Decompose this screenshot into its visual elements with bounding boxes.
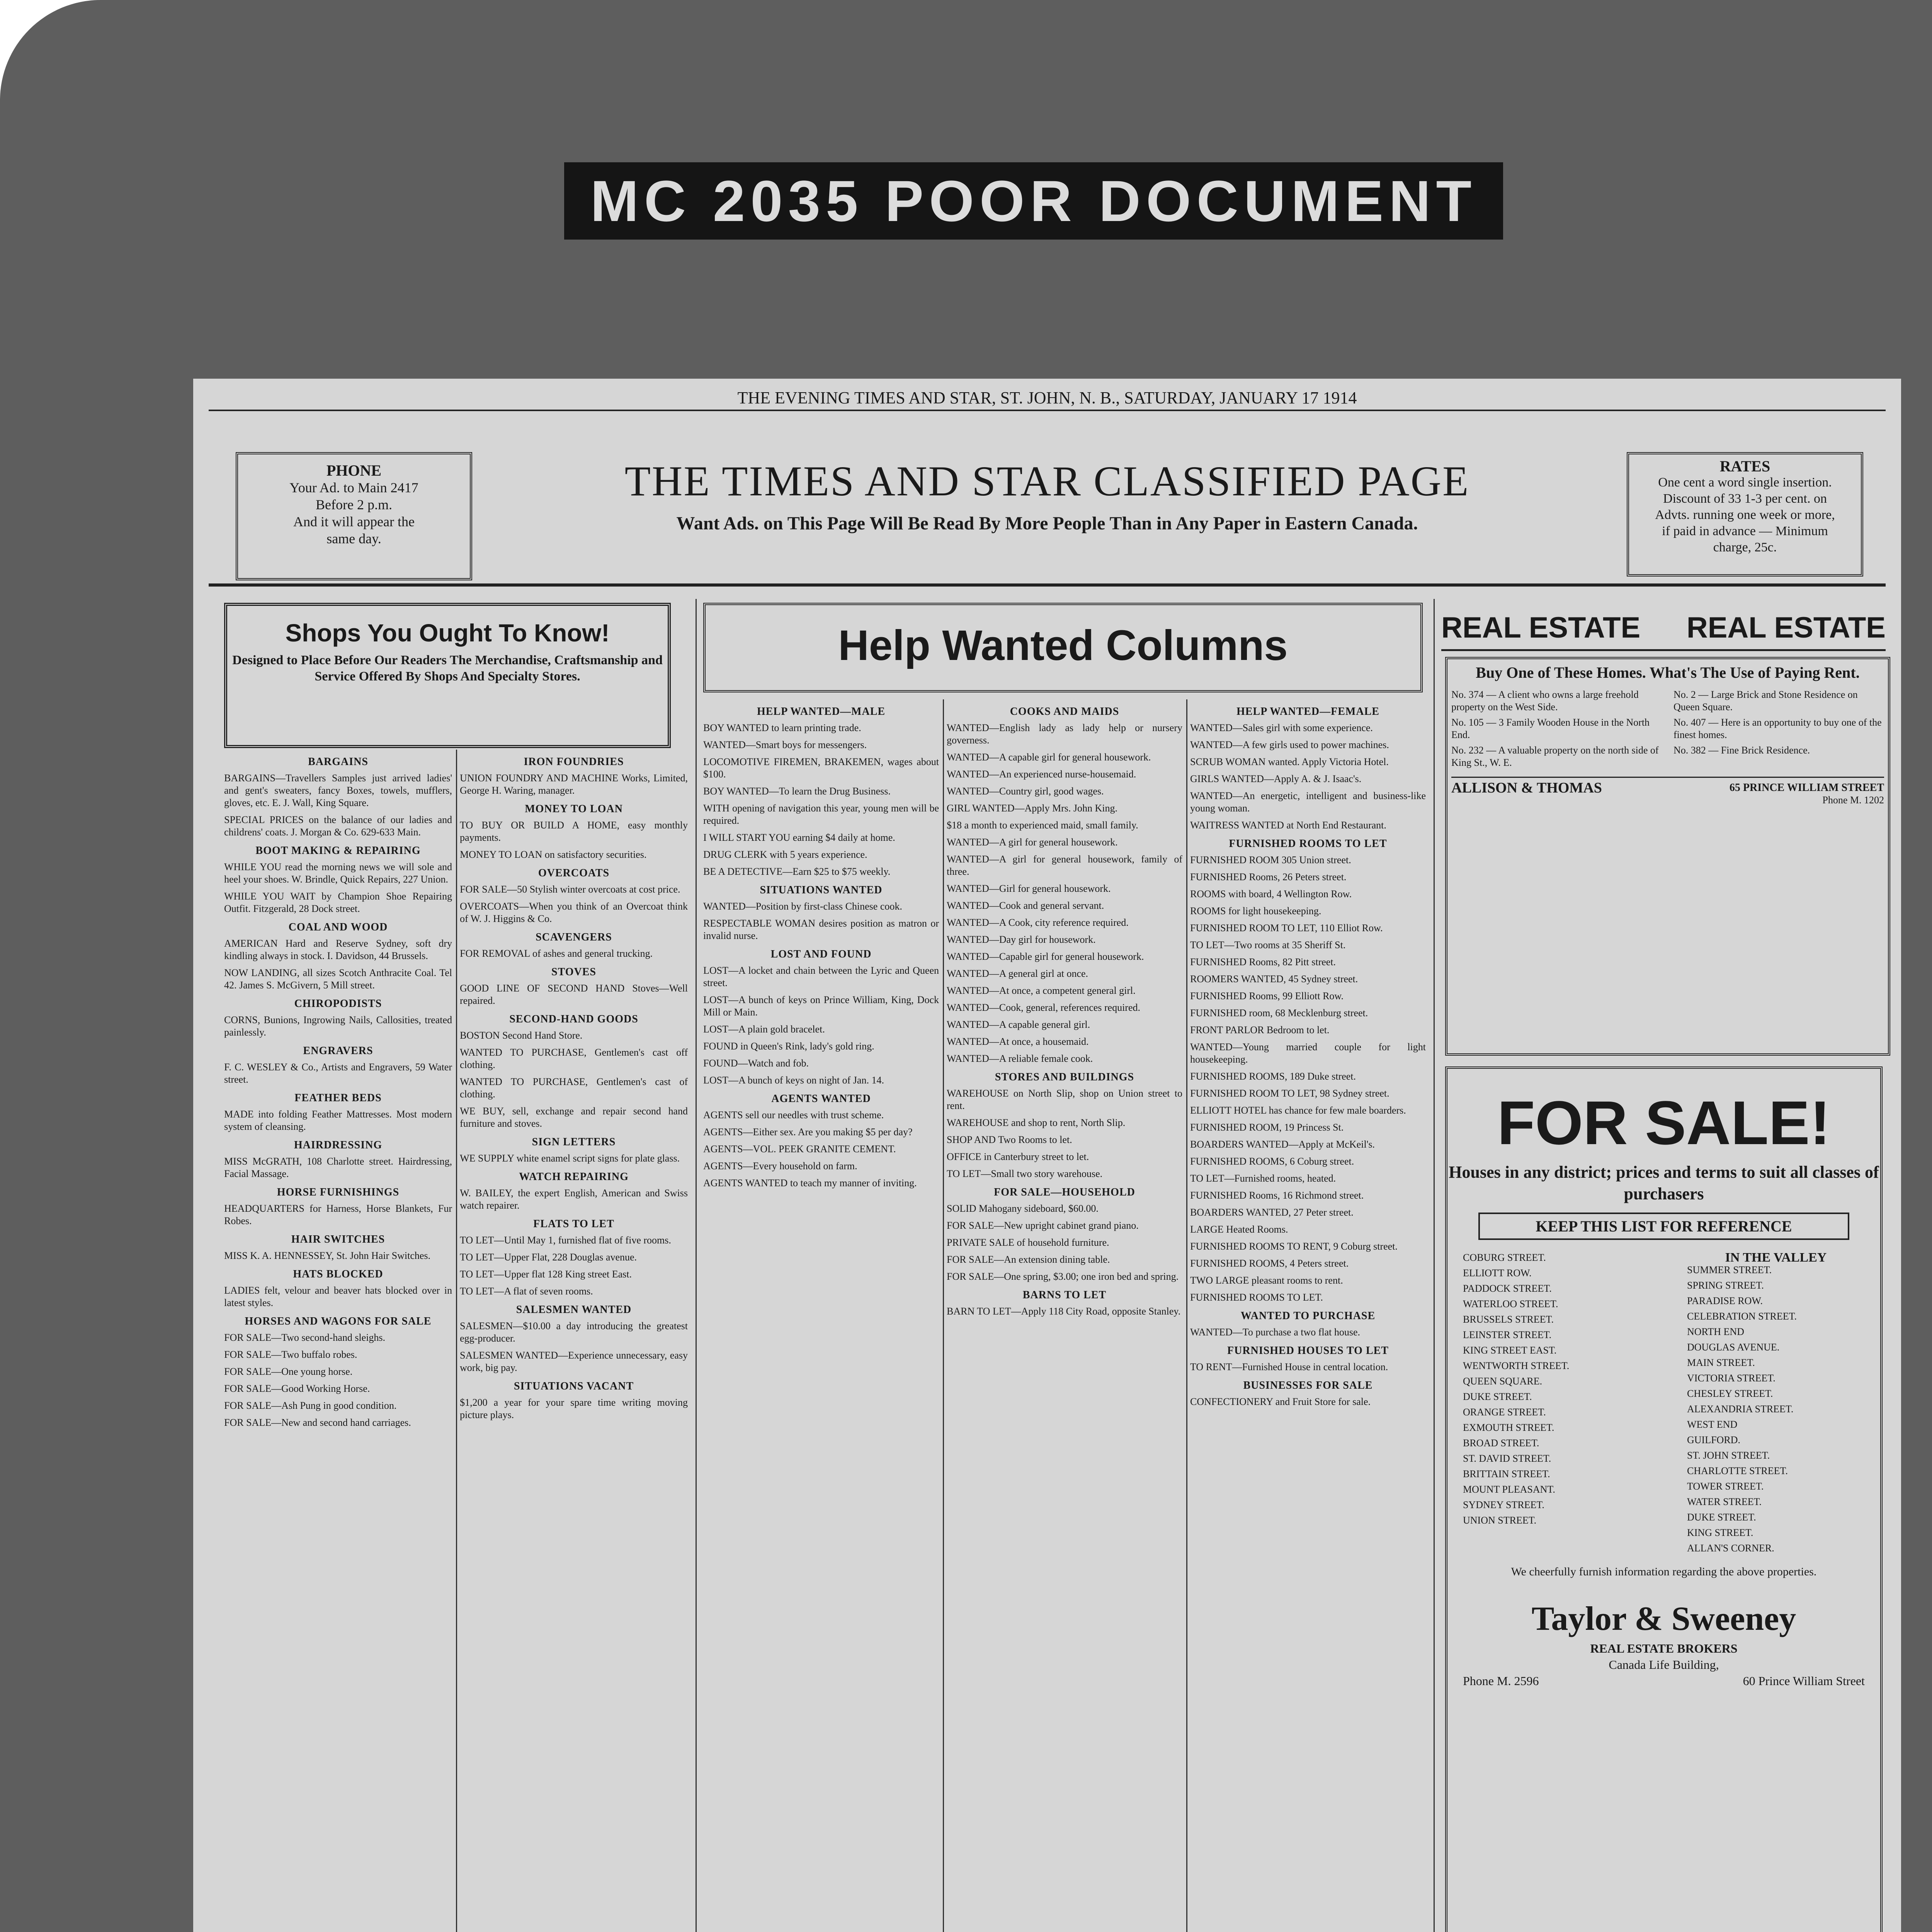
classified-ad: FURNISHED ROOMS, 6 Coburg street. (1190, 1156, 1354, 1167)
masthead-rule (209, 583, 1886, 587)
section-heading: STOVES (551, 966, 596, 978)
street-lists (1447, 1248, 1880, 1561)
classified-ad: AGENTS—Every household on farm. (703, 1160, 857, 1172)
classified-ad: TO LET—A flat of seven rooms. (460, 1286, 593, 1297)
classified-ad: FURNISHED ROOM TO LET, 110 Elliot Row. (1190, 922, 1383, 934)
column-5 (1190, 699, 1426, 1932)
list-item: SPRING STREET. (1687, 1280, 1764, 1291)
classified-ad: FURNISHED ROOMS, 4 Peters street. (1190, 1258, 1349, 1269)
page-title: THE TIMES AND STAR CLASSIFIED PAGE (624, 457, 1470, 505)
list-item: DUKE STREET. (1687, 1512, 1756, 1523)
classified-ad: FOR SALE—Ash Pung in good condition. (224, 1400, 397, 1411)
classified-ad: GIRLS WANTED—Apply A. & J. Isaac's. (1190, 773, 1362, 784)
classified-ad: FOR SALE—One young horse. (224, 1366, 353, 1377)
for-sale-subtitle: Houses in any district; prices and terms to suit all classes of purchasers (1449, 1163, 1879, 1203)
classified-ad: TO LET—Upper flat 128 King street East. (460, 1269, 632, 1280)
classified-ad: WITH opening of navigation this year, young men will be required. (703, 803, 939, 826)
classified-ad: WANTED—A few girls used to power machines. (1190, 739, 1389, 750)
firm-phone: Phone M. 2596 (1463, 1674, 1539, 1688)
newspaper-page (193, 379, 1901, 1932)
agent-address: 65 PRINCE WILLIAM STREET (1729, 782, 1884, 794)
classified-ad: GOOD LINE OF SECOND HAND Stoves—Well repaired. (460, 983, 688, 1006)
rates-line: Discount of 33 1-3 per cent. on (1663, 492, 1827, 506)
classified-ad: GIRL WANTED—Apply Mrs. John King. (947, 803, 1117, 814)
classified-ad: FRONT PARLOR Bedroom to let. (1190, 1024, 1330, 1036)
classified-ad: OVERCOATS—When you think of an Overcoat think of W. J. Higgins & Co. (460, 901, 688, 924)
list-item: No. 382 — Fine Brick Residence. (1673, 745, 1810, 756)
list-item: TOWER STREET. (1687, 1481, 1764, 1492)
list-item: No. 374 — A client who owns a large freehold property on the West Side. (1451, 689, 1639, 713)
column-1 (224, 750, 452, 1932)
classified-ad: WE SUPPLY white enamel script signs for plate glass. (460, 1153, 680, 1164)
classified-ad: WANTED—Country girl, good wages. (947, 786, 1104, 797)
classified-ad: $18 a month to experienced maid, small family. (947, 820, 1138, 831)
classified-ad: FURNISHED ROOM 305 Union street. (1190, 854, 1351, 866)
classified-ad: BOY WANTED—To learn the Drug Business. (703, 786, 891, 797)
classified-ad: FOR SALE—Two buffalo robes. (224, 1349, 357, 1360)
classified-ad: BOSTON Second Hand Store. (460, 1030, 583, 1041)
firm-sub: REAL ESTATE BROKERS (1590, 1641, 1738, 1655)
classified-ad: FURNISHED ROOMS TO LET. (1190, 1292, 1323, 1303)
rates-box (1627, 452, 1863, 577)
firm-name: Taylor & Sweeney (1531, 1600, 1796, 1638)
classified-ad: AGENTS—Either sex. Are you making $5 per day? (703, 1126, 913, 1138)
list-item: No. 407 — Here is an opportunity to buy one of the finest homes. (1673, 717, 1882, 740)
classified-ad: LARGE Heated Rooms. (1190, 1224, 1288, 1235)
list-item: ELLIOTT ROW. (1463, 1267, 1532, 1279)
section-heading: FURNISHED HOUSES TO LET (1227, 1345, 1389, 1357)
shops-subtitle: Designed to Place Before Our Readers The Merchandise, Craftsmanship and Service Offered By Shops And Specialty Stores. (232, 653, 663, 684)
classified-ad: WANTED—Girl for general housework. (947, 883, 1111, 894)
section-heading: BUSINESSES FOR SALE (1243, 1379, 1373, 1391)
classified-ad: $1,200 a year for your spare time writing moving picture plays. (460, 1397, 688, 1420)
valley-head: IN THE VALLEY (1725, 1250, 1827, 1265)
list-item: QUEEN SQUARE. (1463, 1376, 1543, 1387)
classified-ad: WANTED—A capable girl for general housework. (947, 752, 1151, 763)
agent-name: ALLISON & THOMAS (1451, 780, 1602, 796)
list-item: BRUSSELS STREET. (1463, 1314, 1554, 1325)
classified-ad: WANTED—At once, a competent general girl. (947, 985, 1136, 996)
classified-ad: WE BUY, sell, exchange and repair second hand furniture and stoves. (460, 1105, 688, 1129)
buy-homes-box (1445, 657, 1890, 1056)
classified-ad: MISS McGRATH, 108 Charlotte street. Hairdressing, Facial Massage. (224, 1156, 452, 1179)
classified-ad: W. BAILEY, the expert English, American and Swiss watch repairer. (460, 1187, 688, 1211)
classified-ad: TO LET—Upper Flat, 228 Douglas avenue. (460, 1252, 637, 1263)
classified-ad: WHILE YOU WAIT by Champion Shoe Repairing Outfit. Fitzgerald, 28 Dock street. (224, 891, 452, 914)
classified-ad: ROOMS for light housekeeping. (1190, 905, 1321, 917)
classified-ad: WANTED—Cook and general servant. (947, 900, 1104, 911)
classified-ad: NOW LANDING, all sizes Scotch Anthracite Coal. Tel 42. James S. McGivern, 5 Mill street. (224, 967, 452, 991)
section-heading: AGENTS WANTED (771, 1093, 871, 1105)
classified-ad: FURNISHED ROOM, 19 Princess St. (1190, 1122, 1344, 1133)
list-item: DOUGLAS AVENUE. (1687, 1342, 1780, 1353)
list-item: CHESLEY STREET. (1687, 1388, 1773, 1399)
column-3 (703, 699, 939, 1932)
list-item: No. 232 — A valuable property on the north side of King St., W. E. (1451, 745, 1659, 768)
real-estate-head: REAL ESTATE (1686, 611, 1886, 644)
list-item: PARADISE ROW. (1687, 1295, 1763, 1306)
section-heading: OVERCOATS (538, 867, 610, 879)
rates-line: charge, 25c. (1713, 540, 1777, 554)
section-heading: LOST AND FOUND (770, 948, 872, 960)
classified-ad: DRUG CLERK with 5 years experience. (703, 849, 867, 860)
classified-ad: I WILL START YOU earning $4 daily at home. (703, 832, 895, 843)
list-item: UNION STREET. (1463, 1515, 1537, 1526)
phone-line: Your Ad. to Main 2417 (289, 480, 418, 495)
list-item: WENTWORTH STREET. (1463, 1360, 1570, 1371)
list-item: LEINSTER STREET. (1463, 1329, 1552, 1340)
classified-ad: LOCOMOTIVE FIREMEN, BRAKEMEN, wages about $100. (703, 756, 939, 780)
section-heading: BARGAINS (308, 756, 368, 768)
classified-ad: FOR SALE—An extension dining table. (947, 1254, 1110, 1265)
street-list-right (1672, 1248, 1880, 1561)
list-item: DUKE STREET. (1463, 1391, 1532, 1402)
classified-ad: FURNISHED ROOMS, 189 Duke street. (1190, 1071, 1356, 1082)
classified-ad: MONEY TO LOAN on satisfactory securities. (460, 849, 647, 860)
phone-line: Before 2 p.m. (316, 497, 392, 512)
section-heading: BOOT MAKING & REPAIRING (255, 845, 421, 857)
classified-ad: CONFECTIONERY and Fruit Store for sale. (1190, 1396, 1371, 1407)
classified-ad: MADE into folding Feather Mattresses. Most modern system of cleansing. (224, 1109, 452, 1132)
classified-ad: FOR SALE—One spring, $3.00; one iron bed and spring. (947, 1271, 1179, 1282)
list-item: ALEXANDRIA STREET. (1687, 1403, 1794, 1415)
classified-ad: TO LET—Until May 1, furnished flat of five rooms. (460, 1235, 671, 1246)
section-heading: STORES AND BUILDINGS (995, 1071, 1134, 1083)
section-heading: FLATS TO LET (533, 1218, 614, 1230)
classified-ad: ROOMERS WANTED, 45 Sydney street. (1190, 973, 1358, 985)
classified-ad: BARN TO LET—Apply 118 City Road, opposite Stanley. (947, 1306, 1181, 1317)
column-2 (460, 750, 688, 1932)
for-sale-title: FOR SALE! (1497, 1088, 1831, 1157)
classified-ad: WANTED—Cook, general, references required. (947, 1002, 1141, 1013)
classified-ad: WANTED—An experienced nurse-housemaid. (947, 769, 1136, 780)
section-heading: SIGN LETTERS (532, 1136, 616, 1148)
list-item: BROAD STREET. (1463, 1437, 1539, 1449)
list-item: WATER STREET. (1687, 1496, 1762, 1507)
classified-ad: BE A DETECTIVE—Earn $25 to $75 weekly. (703, 866, 891, 877)
classified-ad: WANTED—Sales girl with some experience. (1190, 722, 1373, 733)
list-item: KING STREET EAST. (1463, 1345, 1557, 1356)
list-item: ALLAN'S CORNER. (1687, 1543, 1774, 1554)
shops-box (224, 603, 671, 748)
rates-line: if paid in advance — Minimum (1662, 524, 1828, 538)
classified-ad: WANTED—An energetic, intelligent and business-like young woman. (1190, 790, 1426, 814)
list-item: PADDOCK STREET. (1463, 1283, 1552, 1294)
classified-ad: FOR SALE—Good Working Horse. (224, 1383, 370, 1394)
masthead (487, 452, 1607, 568)
list-item: MAIN STREET. (1687, 1357, 1755, 1368)
street-list-right-items (1687, 1264, 1865, 1554)
rates-line: Advts. running one week or more, (1655, 508, 1835, 522)
classified-ad: ELLIOTT HOTEL has chance for few male boarders. (1190, 1105, 1406, 1116)
classified-ad: LOST—A bunch of keys on Prince William, King, Dock Mill or Main. (703, 994, 939, 1018)
classified-ad: WANTED—Young married couple for light housekeeping. (1190, 1041, 1426, 1065)
phone-line: And it will appear the (293, 514, 415, 529)
classified-ad: RESPECTABLE WOMAN desires position as matron or invalid nurse. (703, 918, 939, 941)
classified-ad: FOR SALE—New upright cabinet grand piano. (947, 1220, 1139, 1231)
classified-ad: WANTED—Position by first-class Chinese cook. (703, 901, 902, 912)
section-heading: SECOND-HAND GOODS (509, 1013, 638, 1025)
classified-ad: AGENTS sell our needles with trust scheme. (703, 1109, 884, 1121)
classified-ad: WANTED—A Cook, city reference required. (947, 917, 1129, 928)
list-item: NORTH END (1687, 1326, 1744, 1337)
classified-ad: SCRUB WOMAN wanted. Apply Victoria Hotel. (1190, 756, 1389, 767)
classified-ad: WANTED—Smart boys for messengers. (703, 739, 867, 750)
classified-ad: HEADQUARTERS for Harness, Horse Blankets, Fur Robes. (224, 1203, 452, 1226)
classified-ad: WAREHOUSE on North Slip, shop on Union street to rent. (947, 1088, 1182, 1111)
classified-ad: FOR SALE—50 Stylish winter overcoats at cost price. (460, 884, 680, 895)
section-heading: BARNS TO LET (1022, 1289, 1107, 1301)
classified-ad: WANTED—A capable general girl. (947, 1019, 1090, 1030)
column-rule (943, 699, 944, 1932)
classified-ad: WANTED—English lady as lady help or nursery governess. (947, 722, 1182, 746)
classified-ad: WAREHOUSE and shop to rent, North Slip. (947, 1117, 1126, 1128)
classified-ad: BARGAINS—Travellers Samples just arrived ladies' and gent's sweaters, fancy Boxes, towels, mufflers, gloves, etc. E. J. Wall, King Square. (224, 772, 452, 808)
phone-box (236, 452, 472, 580)
classified-ad: WANTED—To purchase a two flat house. (1190, 1327, 1361, 1338)
list-item: BRITTAIN STREET. (1463, 1468, 1550, 1480)
column-rule (1434, 599, 1435, 1932)
section-heading: HELP WANTED—MALE (757, 706, 886, 718)
section-heading: SITUATIONS VACANT (514, 1380, 634, 1392)
column-rule (1186, 699, 1187, 1932)
classified-ad: TO BUY OR BUILD A HOME, easy monthly payments. (460, 820, 688, 843)
classified-ad: TO LET—Furnished rooms, heated. (1190, 1173, 1336, 1184)
section-heading: CHIROPODISTS (294, 998, 382, 1010)
classified-ad: AMERICAN Hard and Reserve Sydney, soft dry kindling always in stock. I. Davidson, 44 Brussels. (224, 938, 452, 961)
classified-ad: TO RENT—Furnished House in central location. (1190, 1361, 1388, 1372)
section-heading: FOR SALE—HOUSEHOLD (994, 1186, 1135, 1198)
section-heading: HORSES AND WAGONS FOR SALE (245, 1315, 432, 1327)
section-heading: HAIRDRESSING (294, 1139, 383, 1151)
classified-ad: FOR SALE—Two second-hand sleighs. (224, 1332, 386, 1343)
classified-ad: FURNISHED ROOM TO LET, 98 Sydney street. (1190, 1088, 1389, 1099)
classified-ad: SHOP AND Two Rooms to let. (947, 1134, 1072, 1145)
classified-ad: AGENTS WANTED to teach my manner of inviting. (703, 1177, 917, 1189)
dateline: THE EVENING TIMES AND STAR, ST. JOHN, N. B., SATURDAY, JANUARY 17 1914 (209, 386, 1886, 411)
classified-ad: TO LET—Two rooms at 35 Sheriff St. (1190, 939, 1346, 951)
list-item: ST. JOHN STREET. (1687, 1450, 1770, 1461)
classified-ad: WANTED TO PURCHASE, Gentlemen's cast of clothing. (460, 1076, 688, 1100)
classified-ad: FURNISHED ROOMS TO RENT, 9 Coburg street. (1190, 1241, 1398, 1252)
section-heading: IRON FOUNDRIES (524, 756, 624, 768)
real-estate-header (1441, 607, 1886, 651)
shops-title: Shops You Ought To Know! (285, 619, 610, 647)
classified-ad: FURNISHED Rooms, 16 Richmond street. (1190, 1190, 1364, 1201)
classified-ad: WHILE YOU read the morning news we will sole and heel your shoes. W. Brindle, Quick Repairs, 227 Union. (224, 861, 452, 885)
list-item: EXMOUTH STREET. (1463, 1422, 1554, 1433)
section-heading: COOKS AND MAIDS (1010, 706, 1119, 718)
street-list-left (1447, 1248, 1656, 1561)
classified-ad: WANTED—At once, a housemaid. (947, 1036, 1089, 1047)
list-item: KING STREET. (1687, 1527, 1753, 1538)
classified-ad: BOARDERS WANTED—Apply at McKeil's. (1190, 1139, 1375, 1150)
list-item: SUMMER STREET. (1687, 1264, 1772, 1276)
classified-ad: WANTED TO PURCHASE, Gentlemen's cast off clothing. (460, 1047, 688, 1070)
list-item: CHARLOTTE STREET. (1687, 1465, 1788, 1476)
section-heading: WATCH REPAIRING (519, 1171, 629, 1183)
list-item: MOUNT PLEASANT. (1463, 1484, 1555, 1495)
classified-ad: FURNISHED Rooms, 26 Peters street. (1190, 871, 1347, 883)
section-heading: WANTED TO PURCHASE (1240, 1310, 1376, 1322)
classified-ad: LOST—A bunch of keys on night of Jan. 14. (703, 1075, 884, 1086)
agent-phone: Phone M. 1202 (1822, 794, 1884, 806)
classified-ad: FURNISHED Rooms, 99 Elliott Row. (1190, 990, 1344, 1002)
buy-homes-title: Buy One of These Homes. What's The Use of Paying Rent. (1476, 664, 1860, 681)
section-heading: SALESMEN WANTED (516, 1304, 632, 1316)
list-item: No. 105 — 3 Family Wooden House in the North End. (1451, 717, 1650, 740)
for-sale-box (1445, 1066, 1883, 1932)
list-item: CELEBRATION STREET. (1687, 1311, 1797, 1322)
classified-ad: TWO LARGE pleasant rooms to rent. (1190, 1275, 1343, 1286)
list-item: WEST END (1687, 1419, 1738, 1430)
real-estate-head: REAL ESTATE (1441, 611, 1641, 644)
classified-ad: WANTED—A girl for general housework. (947, 837, 1118, 848)
firm-address: 60 Prince William Street (1743, 1674, 1865, 1688)
section-heading: HAIR SWITCHES (291, 1233, 385, 1245)
column-rule (696, 599, 697, 1932)
classified-ad: FURNISHED room, 68 Mecklenburg street. (1190, 1007, 1368, 1019)
classified-ad: LOST—A locket and chain between the Lyric and Queen street. (703, 965, 939, 988)
classified-ad: BOARDERS WANTED, 27 Peter street. (1190, 1207, 1354, 1218)
section-heading: HATS BLOCKED (293, 1268, 383, 1280)
list-item: ORANGE STREET. (1463, 1406, 1546, 1418)
section-heading: FURNISHED ROOMS TO LET (1229, 838, 1387, 850)
classified-ad: FURNISHED Rooms, 82 Pitt street. (1190, 956, 1336, 968)
listings (1451, 689, 1884, 769)
section-heading: MONEY TO LOAN (525, 803, 623, 815)
section-heading: COAL AND WOOD (288, 921, 388, 933)
classified-ad: FOUND—Watch and fob. (703, 1058, 809, 1069)
section-heading: SCAVENGERS (536, 931, 612, 943)
classified-ad: SOLID Mahogany sideboard, $60.00. (947, 1203, 1099, 1214)
agent-row (1451, 777, 1884, 794)
classified-ad: ROOMS with board, 4 Wellington Row. (1190, 888, 1352, 900)
classified-ad: MISS K. A. HENNESSEY, St. John Hair Switches. (224, 1250, 431, 1261)
classified-ad: WANTED—Day girl for housework. (947, 934, 1096, 945)
classified-ad: AGENTS—VOL. PEEK GRANITE CEMENT. (703, 1143, 896, 1155)
list-item: COBURG STREET. (1463, 1252, 1546, 1263)
column-rule (456, 750, 457, 1932)
firm-building: Canada Life Building, (1609, 1658, 1719, 1672)
classified-ad: OFFICE in Canterbury street to let. (947, 1151, 1089, 1162)
for-sale-note: We cheerfully furnish information regarding the above properties. (1511, 1565, 1817, 1578)
classified-ad: WANTED—A girl for general housework, family of three. (947, 854, 1182, 877)
classified-ad: WANTED—Capable girl for general housework. (947, 951, 1144, 962)
classified-ad: UNION FOUNDRY AND MACHINE Works, Limited, George H. Waring, manager. (460, 772, 688, 796)
section-heading: FEATHER BEDS (294, 1092, 382, 1104)
phone-title: PHONE (326, 462, 382, 479)
section-heading: HORSE FURNISHINGS (277, 1186, 400, 1198)
poor-document-banner: MC 2035 POOR DOCUMENT (564, 162, 1503, 240)
list-item: VICTORIA STREET. (1687, 1372, 1776, 1384)
classified-ad: PRIVATE SALE of household furniture. (947, 1237, 1109, 1248)
classified-ad: SPECIAL PRICES on the balance of our ladies and childrens' coats. J. Morgan & Co. 629-633 Main. (224, 814, 452, 838)
classified-ad: FOR REMOVAL of ashes and general trucking. (460, 948, 653, 959)
list-item: No. 2 — Large Brick and Stone Residence on Queen Square. (1673, 689, 1858, 713)
classified-ad: SALESMEN—$10.00 a day introducing the greatest egg-producer. (460, 1320, 688, 1344)
help-wanted-box: Help Wanted Columns (703, 603, 1423, 692)
classified-ad: CORNS, Bunions, Ingrowing Nails, Callosities, treated painlessly. (224, 1014, 452, 1038)
list-item: GUILFORD. (1687, 1434, 1740, 1446)
list-item: WATERLOO STREET. (1463, 1298, 1558, 1310)
classified-ad: FOUND in Queen's Rink, lady's gold ring. (703, 1041, 874, 1052)
list-item: ST. DAVID STREET. (1463, 1453, 1551, 1464)
firm-contact (1447, 1673, 1880, 1689)
classified-ad: F. C. WESLEY & Co., Artists and Engravers, 59 Water street. (224, 1061, 452, 1085)
classified-ad: LADIES felt, velour and beaver hats blocked over in latest styles. (224, 1285, 452, 1308)
classified-ad: BOY WANTED to learn printing trade. (703, 722, 861, 733)
classified-ad: FOR SALE—New and second hand carriages. (224, 1417, 411, 1428)
rates-title: RATES (1719, 457, 1770, 475)
classified-ad: SALESMEN WANTED—Experience unnecessary, easy work, big pay. (460, 1350, 688, 1373)
list-item: SYDNEY STREET. (1463, 1499, 1544, 1510)
keep-list-banner: KEEP THIS LIST FOR REFERENCE (1478, 1213, 1849, 1240)
classified-ad: TO LET—Small two story warehouse. (947, 1168, 1103, 1179)
section-heading: SITUATIONS WANTED (760, 884, 883, 896)
rates-line: One cent a word single insertion. (1658, 475, 1832, 490)
page-subtitle: Want Ads. on This Page Will Be Read By More People Than in Any Paper in Eastern Canada. (676, 513, 1418, 534)
column-4 (947, 699, 1182, 1932)
classified-ad: WANTED—A reliable female cook. (947, 1053, 1093, 1064)
section-heading: HELP WANTED—FEMALE (1236, 706, 1379, 718)
section-heading: ENGRAVERS (303, 1045, 373, 1057)
classified-ad: WAITRESS WANTED at North End Restaurant. (1190, 820, 1386, 831)
phone-line: same day. (327, 531, 381, 546)
classified-ad: WANTED—A general girl at once. (947, 968, 1088, 979)
classified-ad: LOST—A plain gold bracelet. (703, 1024, 825, 1035)
